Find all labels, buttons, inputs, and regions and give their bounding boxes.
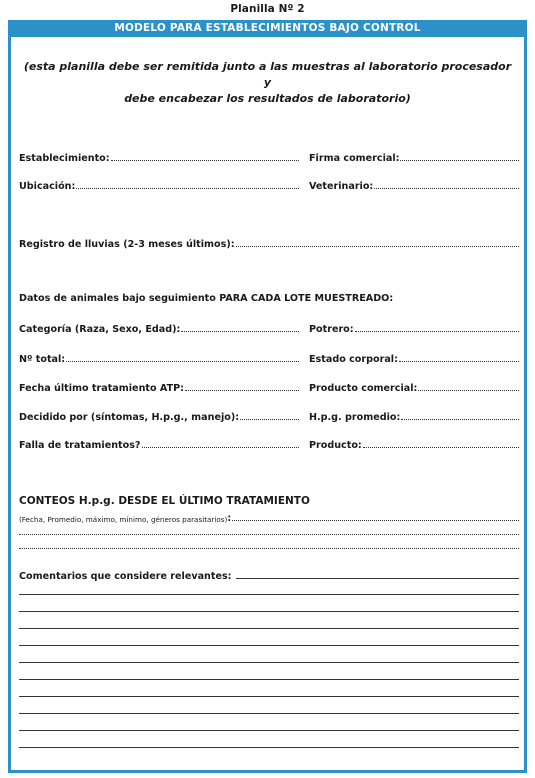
n-total-field[interactable] bbox=[19, 351, 299, 365]
decidido-por-field[interactable] bbox=[19, 409, 299, 423]
registro-lluvias-label: Registro de lluvias (2-3 meses últimos): bbox=[19, 239, 235, 250]
fecha-tratamiento-label: Fecha último tratamiento ATP: bbox=[19, 383, 185, 394]
hpg-promedio-label: H.p.g. promedio: bbox=[309, 412, 401, 423]
falla-field[interactable] bbox=[19, 437, 299, 451]
animales-title-emph: PARA CADA LOTE MUESTREADO: bbox=[219, 293, 394, 304]
firma-comercial-fill-line[interactable] bbox=[400, 160, 519, 161]
potrero-fill-line[interactable] bbox=[355, 331, 519, 332]
comentarios-line[interactable] bbox=[19, 679, 519, 680]
potrero-label: Potrero: bbox=[309, 324, 354, 335]
comentarios-line[interactable] bbox=[19, 645, 519, 646]
animales-section-title bbox=[19, 293, 393, 304]
intro-line-1: (esta planilla debe ser remitida junto a las muestras al laboratorio procesador y bbox=[23, 60, 512, 89]
decidido-por-fill-line[interactable] bbox=[240, 419, 299, 420]
comentarios-line[interactable] bbox=[19, 713, 519, 714]
registro-lluvias-field[interactable] bbox=[19, 236, 519, 250]
categoria-label: Categoría (Raza, Sexo, Edad): bbox=[19, 324, 181, 335]
fecha-tratamiento-field[interactable] bbox=[19, 380, 299, 394]
animales-title-normal: Datos de animales bajo seguimiento bbox=[19, 293, 220, 304]
producto-comercial-fill-line[interactable] bbox=[418, 390, 519, 391]
conteos-title: CONTEOS H.p.g. DESDE EL ÚLTIMO TRATAMIENTO bbox=[19, 495, 310, 507]
comentarios-line[interactable] bbox=[19, 730, 519, 731]
producto-label: Producto: bbox=[309, 440, 362, 451]
comentarios-line[interactable] bbox=[19, 628, 519, 629]
producto-fill-line[interactable] bbox=[363, 447, 519, 448]
potrero-field[interactable] bbox=[309, 321, 519, 335]
comentarios-line[interactable] bbox=[19, 611, 519, 612]
ubicacion-fill-line[interactable] bbox=[76, 188, 299, 189]
hpg-promedio-fill-line[interactable] bbox=[401, 419, 519, 420]
ubicacion-label: Ubicación: bbox=[19, 181, 76, 192]
conteos-fill-line[interactable] bbox=[232, 520, 519, 521]
categoria-fill-line[interactable] bbox=[181, 331, 299, 332]
estado-corporal-field[interactable] bbox=[309, 351, 519, 365]
firma-comercial-label: Firma comercial: bbox=[309, 153, 400, 164]
estado-corporal-label: Estado corporal: bbox=[309, 354, 398, 365]
fecha-tratamiento-fill-line[interactable] bbox=[185, 390, 299, 391]
registro-lluvias-fill-line[interactable] bbox=[236, 246, 519, 247]
comentarios-line[interactable] bbox=[19, 747, 519, 748]
comentarios-line[interactable] bbox=[19, 696, 519, 697]
planilla-number: Planilla Nº 2 bbox=[230, 3, 305, 15]
hpg-promedio-field[interactable] bbox=[309, 409, 519, 423]
firma-comercial-field[interactable] bbox=[309, 150, 519, 164]
producto-comercial-field[interactable] bbox=[309, 380, 519, 394]
establecimiento-fill-line[interactable] bbox=[111, 160, 299, 161]
estado-corporal-fill-line[interactable] bbox=[399, 361, 519, 362]
categoria-field[interactable] bbox=[19, 321, 299, 335]
establecimiento-label: Establecimiento: bbox=[19, 153, 110, 164]
comentarios-line[interactable] bbox=[19, 594, 519, 595]
conteos-colon: : bbox=[227, 513, 232, 524]
n-total-fill-line[interactable] bbox=[66, 361, 299, 362]
establecimiento-field[interactable] bbox=[19, 150, 299, 164]
falla-label: Falla de tratamientos? bbox=[19, 440, 141, 451]
comentarios-field[interactable] bbox=[19, 568, 519, 582]
comentarios-label: Comentarios que considere relevantes: bbox=[19, 571, 232, 582]
comentarios-line[interactable] bbox=[19, 662, 519, 663]
conteos-fill-line-3[interactable] bbox=[19, 548, 519, 549]
form-title-bar: MODELO PARA ESTABLECIMIENTOS BAJO CONTROL bbox=[8, 20, 527, 37]
veterinario-label: Veterinario: bbox=[309, 181, 374, 192]
falla-fill-line[interactable] bbox=[142, 447, 300, 448]
producto-comercial-label: Producto comercial: bbox=[309, 383, 418, 394]
intro-line-2: debe encabezar los resultados de laboratorio) bbox=[124, 92, 411, 105]
veterinario-field[interactable] bbox=[309, 178, 519, 192]
veterinario-fill-line[interactable] bbox=[374, 188, 519, 189]
decidido-por-label: Decidido por (síntomas, H.p.g., manejo): bbox=[19, 412, 240, 423]
conteos-fill-line-2[interactable] bbox=[19, 534, 519, 535]
conteos-note: (Fecha, Promedio, máximo, mínimo, géneros parasitarios) bbox=[19, 515, 228, 524]
conteos-field[interactable] bbox=[19, 510, 519, 524]
producto-field[interactable] bbox=[309, 437, 519, 451]
n-total-label: Nº total: bbox=[19, 354, 66, 365]
ubicacion-field[interactable] bbox=[19, 178, 299, 192]
intro-note bbox=[22, 59, 513, 107]
comentarios-fill-line[interactable] bbox=[236, 578, 519, 579]
